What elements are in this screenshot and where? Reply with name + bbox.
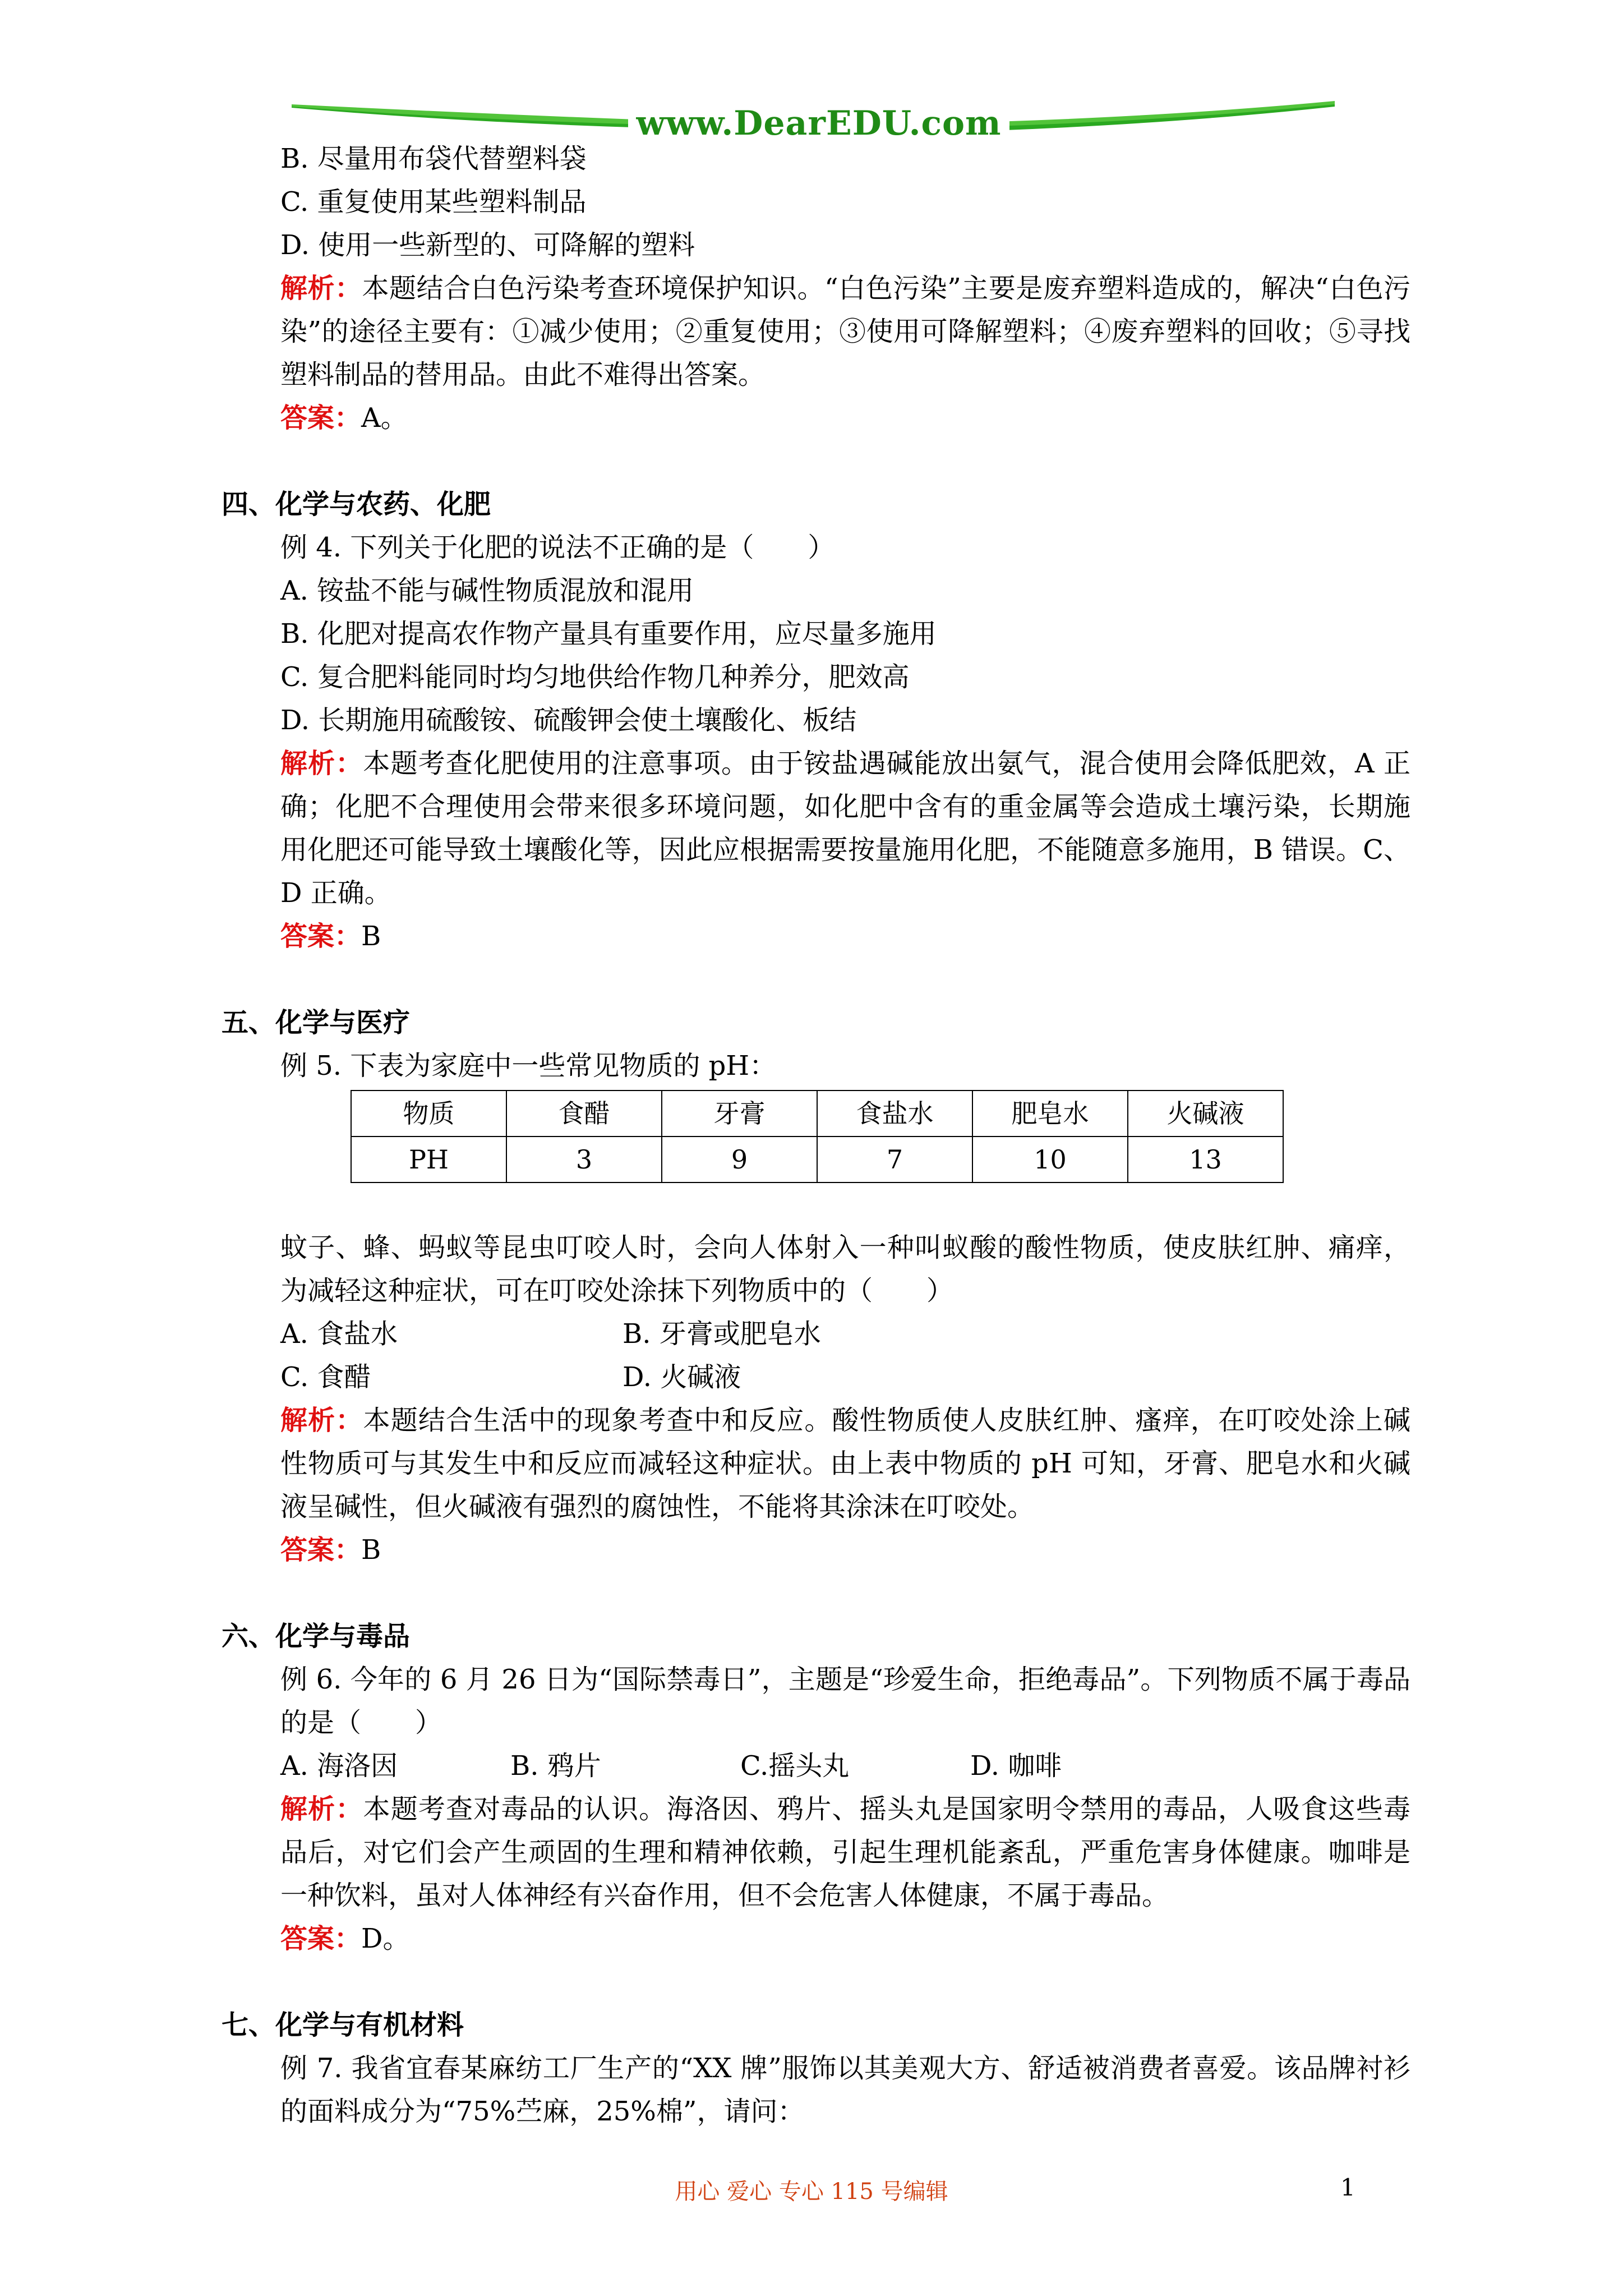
q5-answer [222, 1529, 1410, 1572]
q6-analysis [222, 1788, 1410, 1917]
table-row [351, 1137, 1283, 1182]
analysis-text: 本题考查化肥使用的注意事项。由于铵盐遇碱能放出氨气，混合使用会降低肥效，A 正确；化肥不合理使用会带来很多环境问题，如化肥中含有的重金属等会造成土壤污染，长期施用化肥还可能导致土壤酸化等，因此应根据需要按量施用化肥，不能随意多施用，B 错误。C、D 正确。 [280, 748, 1410, 909]
site-logo: www.DearEDU.com [628, 101, 1009, 146]
ph-table [351, 1090, 1284, 1183]
q4-option-b: B. 化肥对提高农作物产量具有重要作用，应尽量多施用 [280, 618, 937, 650]
q3-option-d: D. 使用一些新型的、可降解的塑料 [280, 229, 695, 261]
q6-option-c: C.摇头丸 [740, 1750, 850, 1782]
q6-question: 例 6. 今年的 6 月 26 日为“国际禁毒日”，主题是“珍爱生命，拒绝毒品”。下列物质不属于毒品的是（ ） [280, 1664, 1410, 1738]
q5-stem: 蚊子、蜂、蚂蚁等昆虫叮咬人时，会向人体射入一种叫蚁酸的酸性物质，使皮肤红肿、痛痒，为减轻这种症状，可在叮咬处涂抹下列物质中的（ ） [280, 1232, 1410, 1306]
q3-option-c: C. 重复使用某些塑料制品 [280, 186, 587, 218]
q5-options-cd [222, 1356, 1410, 1399]
q4-option-c: C. 复合肥料能同时均匀地供给作物几种养分，肥效高 [280, 661, 910, 693]
analysis-label: 解析： [280, 1405, 363, 1436]
table-cell: 食醋 [506, 1091, 662, 1137]
q4-option-d: D. 长期施用硫酸铵、硫酸钾会使土壤酸化、板结 [280, 705, 857, 736]
answer-text: B [361, 921, 381, 952]
q5-analysis [222, 1399, 1410, 1529]
analysis-text: 本题结合生活中的现象考查中和反应。酸性物质使人皮肤红肿、瘙痒，在叮咬处涂上碱性物质可与其发生中和反应而减轻这种症状。由上表中物质的 pH 可知，牙膏、肥皂水和火碱液呈碱性，但火碱液有强烈的腐蚀性，不能将其涂沫在叮咬处。 [280, 1405, 1410, 1522]
analysis-label: 解析： [280, 1793, 363, 1825]
q7-question: 例 7. 我省宜春某麻纺工厂生产的“XX 牌”服饰以其美观大方、舒适被消费者喜爱。该品牌衬衫的面料成分为“75%苎麻，25%棉”，请问： [280, 2053, 1410, 2127]
table-cell: 9 [662, 1137, 817, 1182]
section-6-title: 六、化学与毒品 [222, 1621, 411, 1652]
q4-option-a: A. 铵盐不能与碱性物质混放和混用 [280, 575, 694, 606]
answer-label: 答案： [280, 1534, 362, 1566]
analysis-text: 本题考查对毒品的认识。海洛因、鸦片、摇头丸是国家明令禁用的毒品，人吸食这些毒品后，对它们会产生顽固的生理和精神依赖，引起生理机能紊乱，严重危害身体健康。咖啡是一种饮料，虽对人体神经有兴奋作用，但不会危害人体健康，不属于毒品。 [280, 1793, 1410, 1911]
answer-text: B [361, 1534, 381, 1566]
table-cell: 7 [817, 1137, 972, 1182]
table-cell: 火碱液 [1128, 1091, 1283, 1137]
table-cell: 牙膏 [662, 1091, 817, 1137]
table-cell: 物质 [351, 1091, 506, 1137]
table-cell: 肥皂水 [972, 1091, 1128, 1137]
page-footer: 用心 爱心 专心 115 号编辑 [675, 2179, 948, 2205]
analysis-text: 本题结合白色污染考查环境保护知识。“白色污染”主要是废弃塑料造成的，解决“白色污染”的途径主要有：①减少使用；②重复使用；③使用可降解塑料；④废弃塑料的回收；⑤寻找塑料制品的替用品。由此不难得出答案。 [280, 273, 1410, 390]
table-header-row [351, 1091, 1283, 1137]
document-body [222, 137, 1410, 2133]
q3-option-b: B. 尽量用布袋代替塑料袋 [280, 143, 587, 174]
q5-option-b: B. 牙膏或肥皂水 [623, 1318, 821, 1350]
answer-text: A。 [361, 402, 408, 434]
q5-option-c: C. 食醋 [280, 1361, 371, 1393]
section-4-title: 四、化学与农药、化肥 [222, 489, 491, 520]
q3-answer [222, 397, 1410, 440]
table-cell: 13 [1128, 1137, 1283, 1182]
q5-option-d: D. 火碱液 [623, 1361, 741, 1393]
answer-label: 答案： [280, 1923, 362, 1954]
q6-option-d: D. 咖啡 [970, 1750, 1062, 1782]
q4-question: 例 4. 下列关于化肥的说法不正确的是（ ） [280, 532, 835, 563]
q4-answer [222, 915, 1410, 958]
q5-option-a: A. 食盐水 [280, 1318, 398, 1350]
q3-analysis [222, 267, 1410, 397]
q6-options [222, 1745, 1410, 1788]
answer-label: 答案： [280, 921, 362, 952]
answer-label: 答案： [280, 402, 362, 434]
page-number: 1 [1340, 2174, 1355, 2201]
section-5-title: 五、化学与医疗 [222, 1007, 411, 1038]
q6-option-a: A. 海洛因 [280, 1750, 398, 1782]
answer-text: D。 [361, 1923, 410, 1954]
q5-question: 例 5. 下表为家庭中一些常见物质的 pH： [280, 1050, 777, 1082]
q5-options-ab [222, 1313, 1410, 1356]
table-cell: PH [351, 1137, 506, 1182]
table-cell: 3 [506, 1137, 662, 1182]
analysis-label: 解析： [280, 748, 363, 779]
analysis-label: 解析： [280, 273, 362, 304]
q6-option-b: B. 鸦片 [510, 1750, 601, 1782]
q6-answer [222, 1917, 1410, 1961]
q4-analysis [222, 742, 1410, 915]
table-cell: 10 [972, 1137, 1128, 1182]
section-7-title: 七、化学与有机材料 [222, 2009, 464, 2041]
table-cell: 食盐水 [817, 1091, 972, 1137]
